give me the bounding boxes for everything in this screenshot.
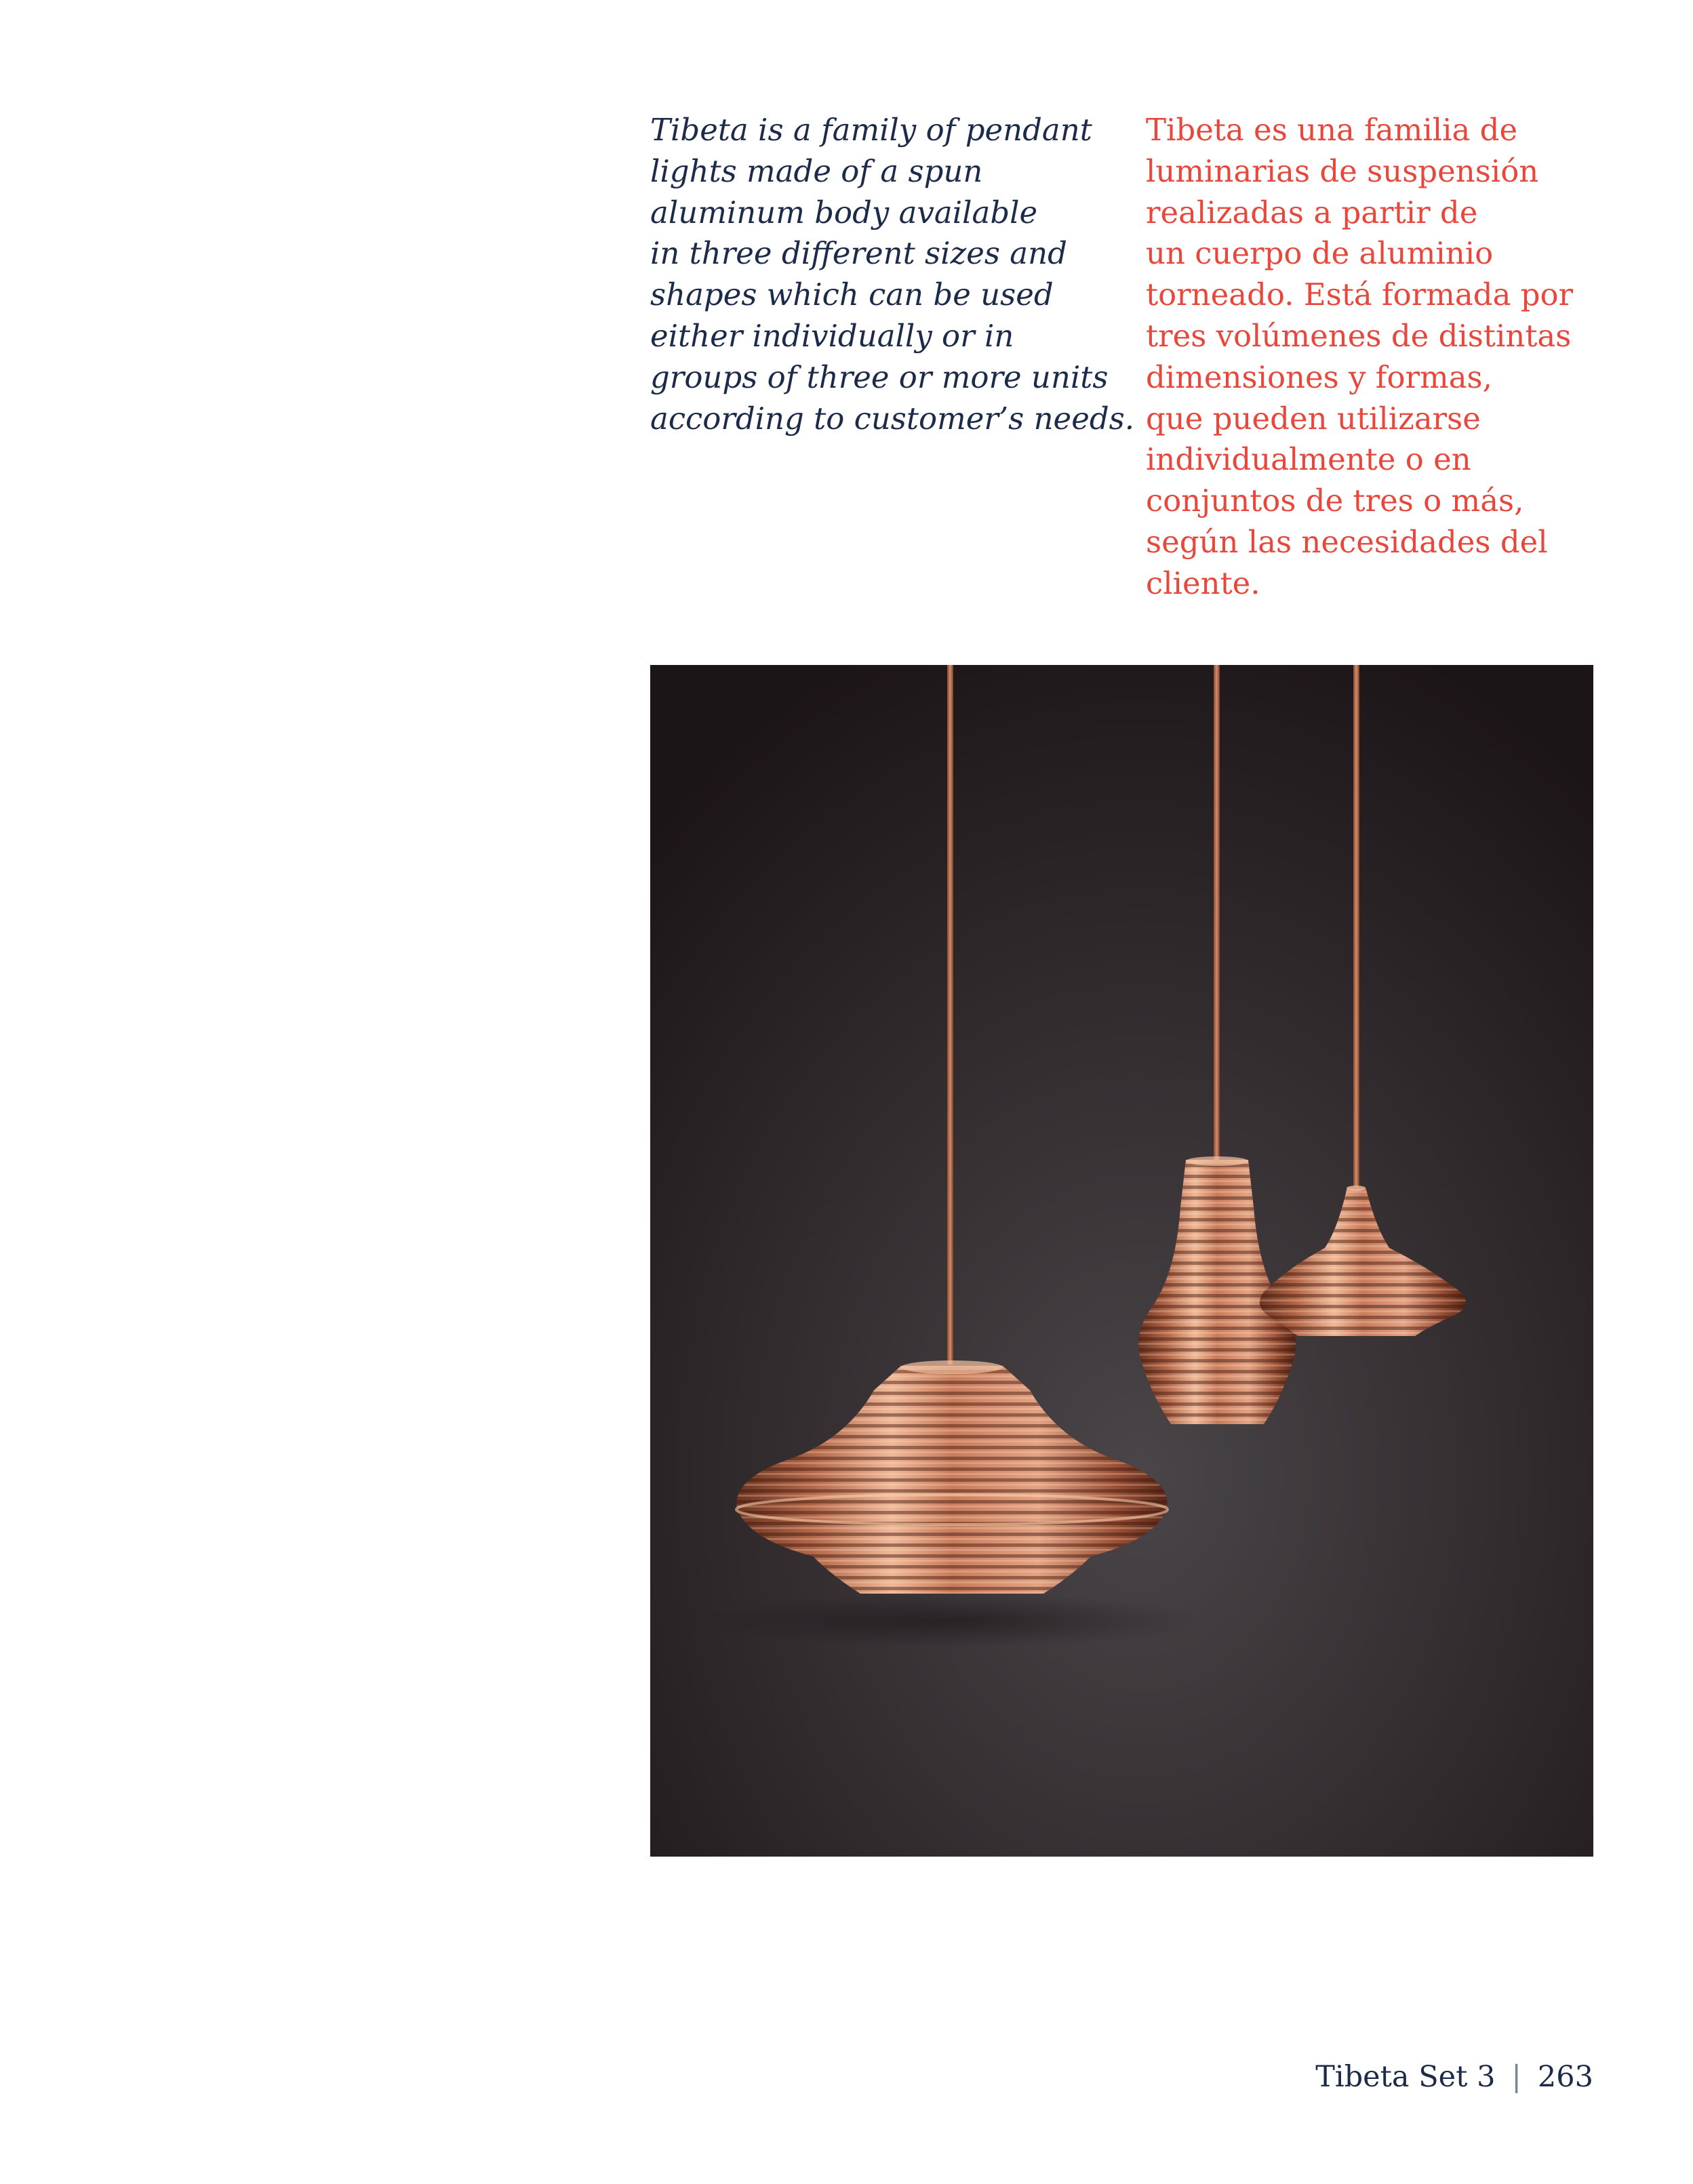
pendant-cord-small: [1353, 665, 1359, 1187]
intro-text-english: [650, 110, 1135, 439]
photo-background: [650, 665, 1593, 1857]
text-line: cliente.: [1146, 565, 1260, 601]
pendant-cord-tall: [1214, 665, 1220, 1160]
page-footer: [1085, 2058, 1593, 2096]
text-line: un cuerpo de aluminio: [1146, 235, 1494, 272]
text-line: torneado. Está formada por: [1146, 277, 1574, 313]
text-line: according to customer’s needs.: [650, 400, 1135, 437]
text-line: que pueden utilizarse: [1146, 400, 1481, 437]
text-line: aluminum body available: [650, 194, 1038, 230]
text-line: in three different sizes and: [650, 235, 1067, 272]
intro-text-spanish: [1146, 110, 1620, 605]
footer-separator: |: [1511, 2060, 1521, 2094]
text-line: either individually or in: [650, 317, 1014, 354]
text-line: tres volúmenes de distintas: [1146, 317, 1572, 354]
text-line: dimensiones y formas,: [1146, 359, 1492, 395]
text-line: luminarias de suspensión: [1146, 153, 1539, 189]
footer-product-name: Tibeta Set 3: [1315, 2060, 1496, 2094]
text-line: individualmente o en: [1146, 441, 1471, 478]
text-line: realizadas a partir de: [1146, 194, 1478, 230]
text-line: shapes which can be used: [650, 277, 1054, 313]
pendant-cord-large: [947, 665, 953, 1364]
product-photo: [650, 665, 1593, 1857]
text-line: conjuntos de tres o más,: [1146, 483, 1524, 519]
text-line: lights made of a spun: [650, 153, 983, 189]
page-number: 263: [1537, 2060, 1593, 2094]
text-line: Tibeta is a family of pendant: [650, 112, 1092, 148]
text-line: según las necesidades del: [1146, 523, 1548, 560]
text-line: Tibeta es una familia de: [1146, 112, 1518, 148]
text-line: groups of three or more units: [650, 359, 1109, 395]
